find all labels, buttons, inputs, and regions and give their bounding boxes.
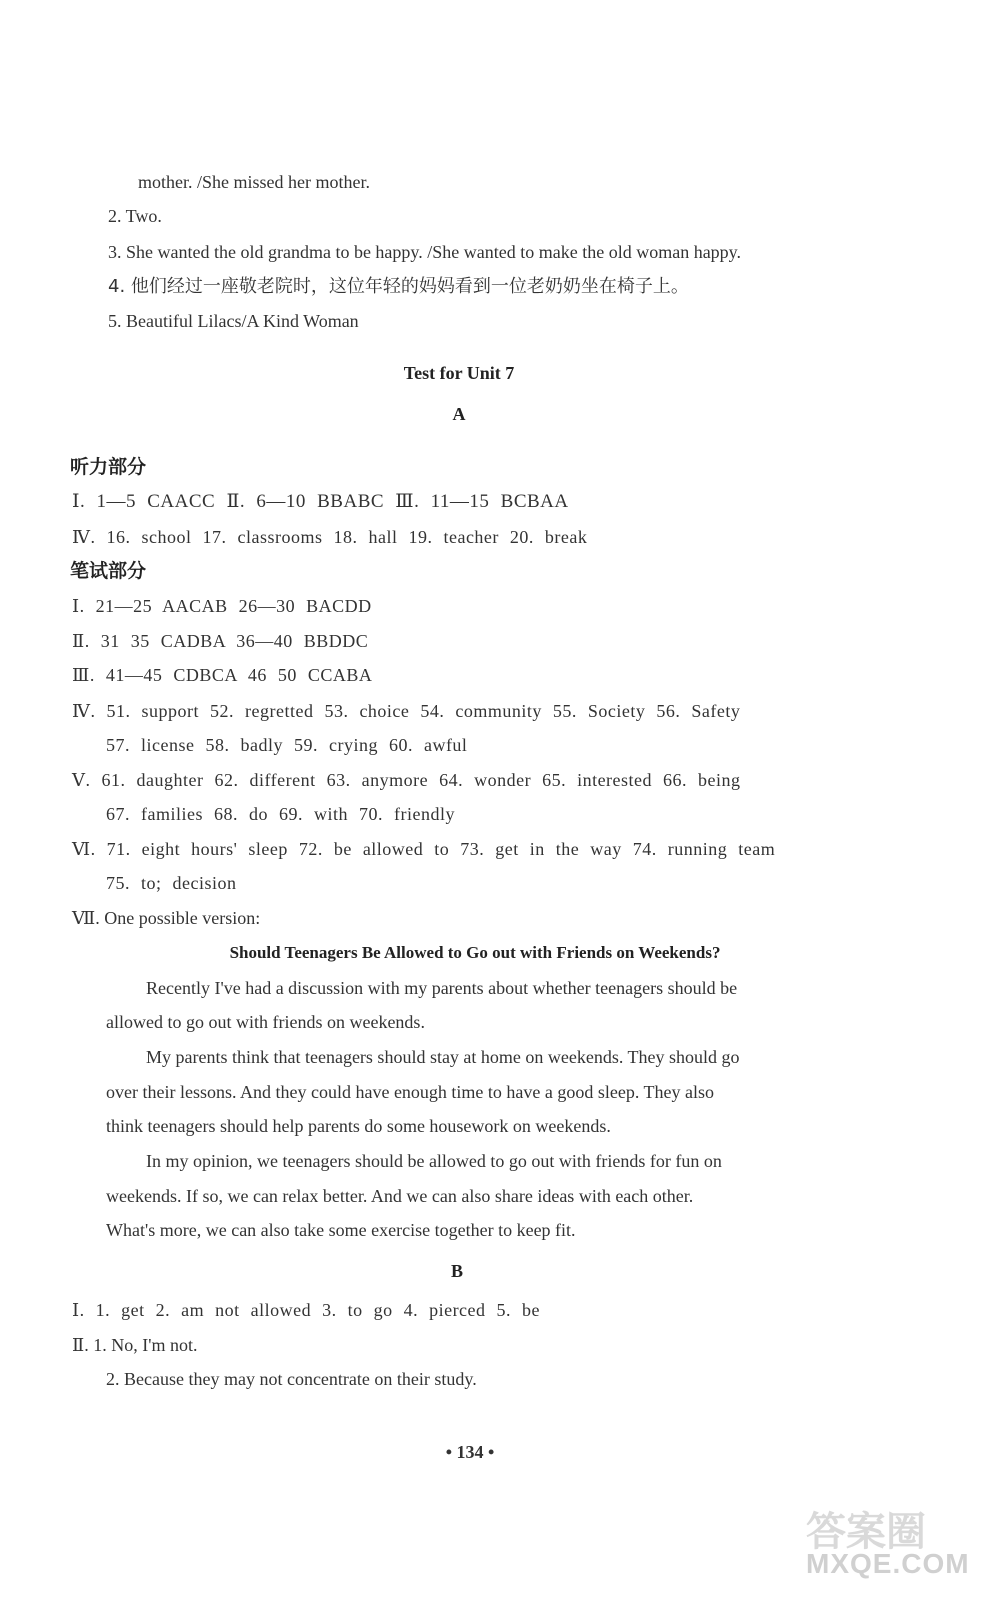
watermark-text-bottom: MXQE.COM bbox=[806, 1548, 970, 1579]
watermark-text-top: 答案圈 bbox=[806, 1509, 926, 1555]
essay-line: over their lessons. And they could have enough time to have a good sleep. They also bbox=[106, 1082, 715, 1102]
essay-line: Recently I've had a discussion with my parents about whether teenagers should be bbox=[146, 978, 738, 998]
writing-answers: Ⅲ. 41—45 CDBCA 46 50 CCABA bbox=[72, 665, 373, 685]
answer-line: mother. /She missed her mother. bbox=[138, 172, 370, 192]
writing-heading: 笔试部分 bbox=[70, 560, 147, 582]
section-b-heading: B bbox=[450, 1261, 463, 1281]
writing-answers: Ⅴ. 61. daughter 62. different 63. anymore 64. wonder 65. interested 66. being bbox=[72, 770, 741, 790]
writing-answers: Ⅵ. 71. eight hours' sleep 72. be allowed to 73. get in the way 74. running team bbox=[72, 839, 776, 859]
essay-line: In my opinion, we teenagers should be allowed to go out with friends for fun on bbox=[146, 1151, 722, 1171]
section-a-heading: A bbox=[452, 404, 466, 424]
essay-line: weekends. If so, we can relax better. And we can also share ideas with each other. bbox=[106, 1186, 694, 1206]
writing-answers: Ⅱ. 31 35 CADBA 36—40 BBDDC bbox=[72, 631, 369, 651]
test-title: Test for Unit 7 bbox=[403, 363, 515, 383]
watermark-logo bbox=[806, 1500, 976, 1580]
section-b-answers: 2. Because they may not concentrate on their study. bbox=[106, 1369, 477, 1389]
essay-line: My parents think that teenagers should stay at home on weekends. They should go bbox=[146, 1047, 740, 1067]
answer-line: 3. She wanted the old grandma to be happy. /She wanted to make the old woman happy. bbox=[108, 242, 742, 262]
listening-answers: Ⅳ. 16. school 17. classrooms 18. hall 19. teacher 20. break bbox=[72, 527, 588, 547]
writing-answers: Ⅶ. One possible version: bbox=[72, 908, 261, 928]
essay-title: Should Teenagers Be Allowed to Go out with Friends on Weekends? bbox=[229, 943, 721, 962]
writing-answers: Ⅳ. 51. support 52. regretted 53. choice 54. community 55. Society 56. Safety bbox=[72, 701, 741, 721]
essay-line: think teenagers should help parents do some housework on weekends. bbox=[106, 1116, 611, 1136]
listening-heading: 听力部分 bbox=[70, 456, 147, 478]
answer-line-chinese: 4. 他们经过一座敬老院时，这位年轻的妈妈看到一位老奶奶坐在椅子上。 bbox=[108, 276, 689, 297]
writing-answers: Ⅰ. 21—25 AACAB 26—30 BACDD bbox=[72, 596, 372, 616]
writing-answers: 67. families 68. do 69. with 70. friendly bbox=[106, 804, 455, 824]
writing-answers: 57. license 58. badly 59. crying 60. awful bbox=[106, 735, 468, 755]
section-b-answers: Ⅰ. 1. get 2. am not allowed 3. to go 4. pierced 5. be bbox=[72, 1300, 541, 1320]
answer-line: 2. Two. bbox=[108, 206, 162, 226]
answer-line: 5. Beautiful Lilacs/A Kind Woman bbox=[108, 311, 359, 331]
writing-answers: 75. to; decision bbox=[106, 873, 237, 893]
essay-line: allowed to go out with friends on weekends. bbox=[106, 1012, 425, 1032]
page-number: • 134 • bbox=[445, 1442, 495, 1462]
section-b-answers: Ⅱ. 1. No, I'm not. bbox=[72, 1335, 198, 1355]
listening-answers: Ⅰ. 1—5 CAACC Ⅱ. 6—10 BBABC Ⅲ. 11—15 BCBAA bbox=[72, 491, 569, 512]
essay-line: What's more, we can also take some exercise together to keep fit. bbox=[106, 1220, 576, 1240]
